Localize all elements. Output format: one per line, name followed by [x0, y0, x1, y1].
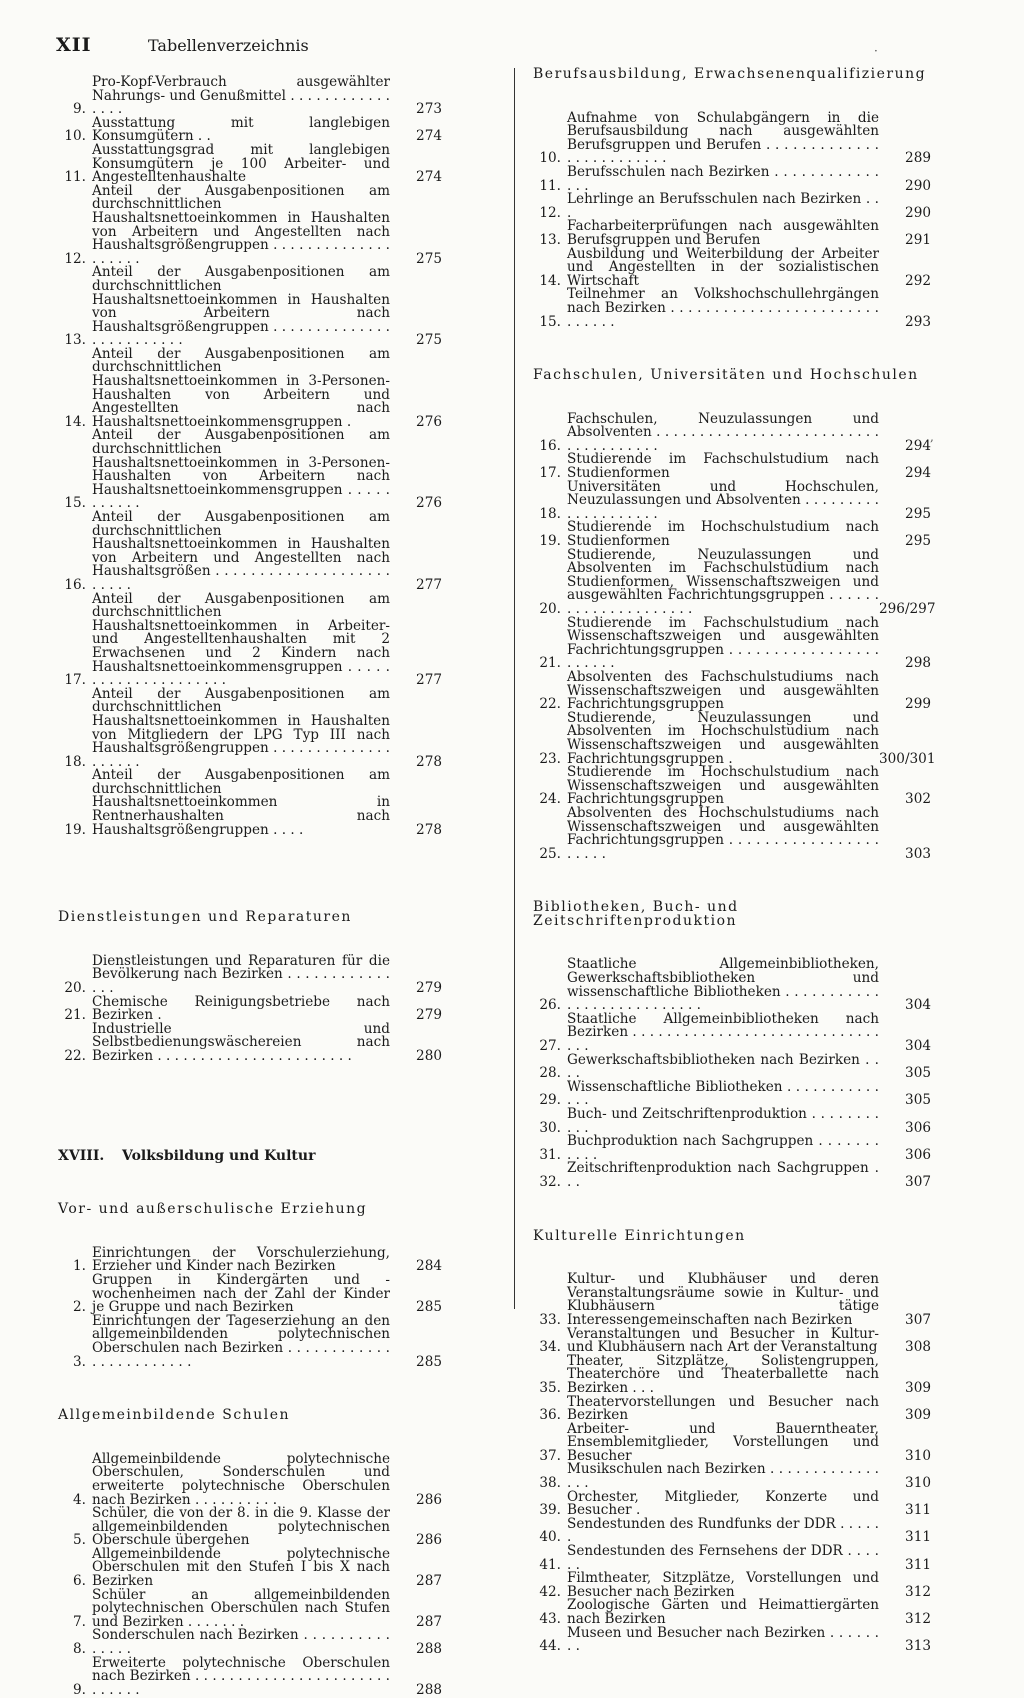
entry-page-number: 305 — [905, 1092, 931, 1109]
entry-number: 38. — [539, 1475, 561, 1492]
entry-page-number: 307 — [905, 1173, 931, 1190]
page-number-roman: XII — [56, 34, 92, 56]
entry-title: Chemische Reinigungsbetriebe nach Bezirken . — [92, 993, 390, 1024]
toc-entry — [533, 1135, 931, 1162]
entry-page-number: 285 — [416, 1353, 442, 1370]
entry-number: 40. — [539, 1529, 561, 1546]
entry-number: 23. — [539, 750, 561, 767]
toc-entry — [533, 1078, 931, 1109]
toc-entry — [533, 614, 931, 672]
entry-number: 9. — [73, 1681, 86, 1698]
entry-title: Allgemeinbildende polytechnische Oberschulen, Sonderschulen und erweiterte polytechnische Oberschulen nach Bezirken . . . . . . . . . . — [92, 1450, 390, 1508]
entry-number: 2. — [73, 1299, 86, 1316]
toc-entry — [533, 1572, 931, 1599]
toc-entry — [58, 1507, 442, 1548]
entry-title: Anteil der Ausgabenpositionen am durchschnittlichen Haushaltsnettoeinkommen in Haushalten von Arbeitern nach Haushaltsgrößengruppen . . . . . . . . . . . . . . . . . . . . . . . . . — [92, 264, 390, 349]
entry-number: 11. — [539, 177, 561, 194]
entry-page-number: 279 — [416, 1007, 442, 1024]
entry-page-number: 306 — [905, 1146, 931, 1163]
toc-entry — [58, 345, 442, 430]
entry-title: Staatliche Allgemeinbibliotheken, Gewerkschaftsbibliotheken und wissenschaftliche Bibliotheken . . . . . . . . . . . . . . . . . . . . . . . . . . . — [567, 956, 879, 1014]
toc-entry — [533, 1545, 931, 1572]
toc-entry — [533, 1393, 931, 1424]
entry-number: 13. — [64, 332, 86, 349]
right-column — [533, 66, 936, 1655]
toc-entry — [58, 952, 442, 997]
entry-page-number: 304 — [905, 1038, 931, 1055]
entry-number: 18. — [64, 753, 86, 770]
toc-entry — [58, 76, 442, 117]
entry-page-number: 288 — [416, 1681, 442, 1698]
entry-number: 28. — [539, 1065, 561, 1082]
toc-entry — [533, 521, 931, 548]
toc-entry — [533, 958, 931, 1012]
entry-title: Studierende im Hochschulstudium nach Studienformen — [567, 519, 879, 550]
entry-page-number: 285 — [416, 1299, 442, 1316]
toc-entry — [58, 769, 442, 837]
entry-page-number: 307 — [905, 1311, 931, 1328]
toc-entry — [58, 685, 442, 770]
entry-number: 41. — [539, 1556, 561, 1573]
toc-entry — [58, 182, 442, 267]
scan-speck: , — [930, 430, 934, 444]
entry-title: Anteil der Ausgabenpositionen am durchschnittlichen Haushaltsnettoeinkommen in 3-Personen-Haushalten von Arbeitern und Angestellten nach Haushaltsnettoeinkommensgruppen . — [92, 345, 390, 430]
entry-number: 29. — [539, 1092, 561, 1109]
culture-entries — [533, 1273, 931, 1654]
entry-page-number: 311 — [905, 1529, 931, 1546]
entry-number: 16. — [64, 576, 86, 593]
toc-entry — [58, 266, 442, 348]
toc-entry — [533, 1352, 931, 1396]
toc-entry — [533, 1463, 931, 1490]
running-title: Tabellenverzeichnis — [148, 36, 309, 55]
entry-title: Absolventen des Hochschulstudiums nach Wissenschaftszweigen und ausgewählten Fachrichtungsgruppen . . . . . . . . . . . . . . . . . . . . . . — [567, 804, 879, 862]
entry-page-number: 290 — [905, 177, 931, 194]
services-entries — [58, 952, 442, 1064]
entry-number: 16. — [539, 437, 561, 454]
toc-entry — [533, 453, 931, 480]
toc-entry — [533, 1010, 931, 1055]
entry-page-number: 276 — [416, 495, 442, 512]
toc-entry — [533, 1273, 931, 1327]
entry-page-number: 277 — [416, 672, 442, 689]
entry-page-number: 280 — [416, 1048, 442, 1064]
toc-entry — [533, 766, 931, 807]
entry-title: Sonderschulen nach Bezirken . . . . . . . . . . . . . . . — [92, 1627, 390, 1658]
entry-title: Studierende im Hochschulstudium nach Wissenschaftszweigen und ausgewählten Fachrichtungsgruppen — [567, 764, 879, 808]
entry-page-number: 309 — [905, 1379, 931, 1396]
entry-page-number: 296/297 — [879, 601, 936, 617]
section-heading-kulturelle-einrichtungen: Kulturelle Einrichtungen — [533, 1227, 746, 1244]
entry-number: 12. — [64, 250, 86, 267]
column-divider — [514, 68, 515, 1309]
entry-page-number: 308 — [905, 1339, 931, 1356]
entry-title: Zoologische Gärten und Heimattiergärten nach Bezirken — [567, 1597, 879, 1627]
entry-number: 5. — [73, 1532, 86, 1549]
consumption-entries — [58, 76, 442, 837]
entry-number: 12. — [539, 204, 561, 221]
entry-page-number: 299 — [905, 696, 931, 713]
entry-number: 13. — [539, 231, 561, 248]
entry-title: Anteil der Ausgabenpositionen am durchschnittlichen Haushaltsnettoeinkommen in Haushalten von Arbeitern und Angestellten nach Haushaltsgrößen . . . . . . . . . . . . . . . . . . . . . . . . . — [92, 509, 390, 593]
entry-number: 33. — [539, 1311, 561, 1328]
entry-page-number: 293 — [905, 313, 931, 330]
entry-number: 30. — [539, 1119, 561, 1136]
entry-number: 39. — [539, 1502, 561, 1519]
entry-title: Arbeiter- und Bauerntheater, Ensemblemitglieder, Vorstellungen und Besucher — [567, 1420, 879, 1464]
vocational-entries — [533, 109, 931, 330]
chapter-number: XVIII. — [58, 1147, 105, 1164]
entry-title: Staatliche Allgemeinbibliotheken nach Bezirken . . . . . . . . . . . . . . . . . . . . . . . . . . . . . . . . — [567, 1010, 879, 1055]
entry-number: 6. — [73, 1573, 86, 1590]
entry-number: 35. — [539, 1379, 561, 1396]
entry-title: Industrielle und Selbstbedienungswäschereien nach Bezirken . . . . . . . . . . . . . . . . . . . . . . . — [92, 1020, 390, 1064]
entry-number: 43. — [539, 1611, 561, 1627]
entry-number: 25. — [539, 845, 561, 862]
entry-page-number: 311 — [905, 1502, 931, 1519]
entry-title: Facharbeiterprüfungen nach ausgewählten Berufsgruppen und Berufen — [567, 218, 879, 248]
entry-page-number: 289 — [905, 150, 931, 167]
entry-number: 18. — [539, 505, 561, 522]
toc-entry — [58, 1450, 442, 1508]
entry-title: Anteil der Ausgabenpositionen am durchschnittlichen Haushaltsnettoeinkommen in Arbeiter- und Angestelltenhaushalten mit 2 Erwachsenen und 2 Kindern nach Haushaltsnettoeinkommensgruppen . . . . . . . . . . . . . . . . . . . . . — [92, 590, 390, 689]
entry-title: Orchester, Mitglieder, Konzerte und Besucher . — [567, 1488, 879, 1519]
entry-page-number: 275 — [416, 250, 442, 267]
entry-title: Universitäten und Hochschulen, Neuzulassungen und Absolventen . . . . . . . . . . . . . . . . . . . . — [567, 478, 879, 522]
entry-title: Studierende, Neuzulassungen und Absolventen im Hochschulstudium nach Wissenschaftszweigen und ausgewählten Fachrichtungsgruppen . — [567, 709, 879, 767]
entry-page-number: 295 — [905, 505, 931, 522]
section-heading-berufsausbildung: Berufsausbildung, Erwachsenenqualifizierung — [533, 66, 927, 82]
entry-number: 17. — [539, 465, 561, 482]
entry-title: Dienstleistungen und Reparaturen für die Bevölkerung nach Bezirken . . . . . . . . . . . . . . . — [92, 952, 390, 997]
entry-title: Gruppen in Kindergärten und -wochenheimen nach der Zahl der Kinder je Gruppe und nach Bezirken — [92, 1271, 390, 1316]
entry-title: Studierende im Fachschulstudium nach Wissenschaftszweigen und ausgewählten Fachrichtungsgruppen . . . . . . . . . . . . . . . . . . . . . . . — [567, 614, 879, 672]
entry-page-number: 284 — [416, 1258, 442, 1275]
entry-title: Studierende, Neuzulassungen und Absolventen im Fachschulstudium nach Studienformen, Wissenschaftszweigen und ausgewählten Fachrichtungsgruppen . . . . . . . . . . . . . . . . . . . . . — [567, 546, 879, 617]
toc-entry — [533, 546, 936, 617]
entry-page-number: 295 — [905, 533, 931, 550]
entry-page-number: 304 — [905, 997, 931, 1014]
entry-page-number: 313 — [905, 1638, 931, 1655]
toc-entry — [58, 114, 442, 145]
entry-number: 24. — [539, 791, 561, 808]
entry-page-number: 298 — [905, 655, 931, 672]
left-column — [58, 76, 442, 1697]
toc-entry — [533, 410, 931, 454]
entry-page-number: 276 — [416, 413, 442, 430]
entry-page-number: 294 — [905, 465, 931, 482]
entry-title: Pro-Kopf-Verbrauch ausgewählter Nahrungs- und Genußmittel . . . . . . . . . . . . . . . . — [92, 74, 390, 118]
entry-number: 3. — [73, 1353, 86, 1370]
entry-number: 34. — [539, 1339, 561, 1356]
entry-title: Kultur- und Klubhäuser und deren Veranstaltungsräume sowie in Kultur- und Klubhäusern tätige Interessengemeinschaften nach Bezirken — [567, 1271, 879, 1328]
entry-page-number: 305 — [905, 1065, 931, 1082]
entry-title: Ausstattungsgrad mit langlebigen Konsumgütern je 100 Arbeiter- und Angestelltenhaushalte — [92, 141, 390, 186]
toc-entry — [58, 1629, 442, 1656]
entry-page-number: 306 — [905, 1119, 931, 1136]
entry-title: Zeitschriftenproduktion nach Sachgruppen . . . — [567, 1160, 879, 1190]
toc-entry — [533, 193, 931, 220]
entry-number: 27. — [539, 1038, 561, 1055]
toc-entry — [533, 163, 931, 194]
entry-page-number: 300/301 — [879, 750, 936, 767]
toc-entry — [533, 245, 931, 289]
entry-number: 26. — [539, 997, 561, 1014]
entry-page-number: 273 — [416, 101, 442, 118]
entry-number: 10. — [64, 128, 86, 145]
toc-entry — [533, 1162, 931, 1189]
entry-title: Veranstaltungen und Besucher in Kultur- und Klubhäusern nach Art der Veranstaltung — [567, 1325, 879, 1356]
entry-number: 4. — [73, 1491, 86, 1508]
section-heading-bibliotheken: Bibliotheken, Buch- und Zeitschriftenproduktion — [533, 899, 739, 929]
toc-entry — [58, 993, 442, 1024]
entry-number: 32. — [539, 1173, 561, 1190]
entry-title: Allgemeinbildende polytechnische Oberschulen mit den Stufen I bis X nach Bezirken — [92, 1545, 390, 1590]
entry-title: Filmtheater, Sitzplätze, Vorstellungen und Besucher nach Bezirken — [567, 1570, 879, 1600]
toc-entry — [58, 1271, 442, 1316]
chapter-heading — [58, 1147, 442, 1164]
entry-title: Berufsschulen nach Bezirken . . . . . . . . . . . . . . . — [567, 163, 879, 194]
entry-number: 14. — [539, 272, 561, 289]
entry-page-number: 278 — [416, 821, 442, 838]
entry-page-number: 311 — [905, 1556, 931, 1573]
section-heading-vorschulerziehung: Vor- und außerschulische Erziehung — [58, 1201, 368, 1218]
entry-number: 44. — [539, 1638, 561, 1655]
toc-entry — [533, 1624, 931, 1655]
entry-page-number: 310 — [905, 1447, 931, 1464]
toc-entry — [533, 668, 931, 713]
entry-number: 22. — [64, 1048, 86, 1064]
entry-title: Ausstattung mit langlebigen Konsumgütern . . — [92, 114, 390, 145]
entry-page-number: 309 — [905, 1407, 931, 1424]
entry-title: Museen und Besucher nach Bezirken . . . . . . . . — [567, 1624, 879, 1655]
entry-number: 11. — [64, 169, 86, 186]
entry-number: 19. — [539, 533, 561, 550]
school-entries — [58, 1450, 442, 1698]
toc-entry — [58, 1586, 442, 1630]
entry-title: Sendestunden des Rundfunks der DDR . . . . . . — [567, 1515, 880, 1546]
toc-entry — [58, 1545, 442, 1590]
toc-entry — [533, 1325, 931, 1356]
toc-entry — [533, 1420, 931, 1464]
entry-title: Buch- und Zeitschriftenproduktion . . . . . . . . . . . — [567, 1106, 879, 1136]
toc-entry — [533, 1051, 931, 1082]
toc-entry — [533, 709, 936, 767]
entry-page-number: 292 — [905, 272, 931, 289]
entry-title: Buchproduktion nach Sachgruppen . . . . . . . . . . . — [567, 1133, 879, 1163]
entry-number: 36. — [539, 1407, 561, 1424]
entry-title: Aufnahme von Schulabgängern in die Berufsausbildung nach ausgewählten Berufsgruppen und Berufen . . . . . . . . . . . . . . . . . . . . . . . . . — [567, 109, 879, 167]
entry-title: Einrichtungen der Tageserziehung an den allgemeinbildenden polytechnischen Oberschulen nach Bezirken . . . . . . . . . . . . . . . . . . . . . . . . — [92, 1312, 390, 1370]
entry-number: 15. — [539, 313, 561, 330]
toc-entry — [58, 1244, 442, 1275]
entry-number: 31. — [539, 1146, 561, 1163]
entry-number: 10. — [539, 150, 561, 167]
entry-title: Anteil der Ausgabenpositionen am durchschnittlichen Haushaltsnettoeinkommen in Haushalten von Arbeitern und Angestellten nach Haushaltsgrößengruppen . . . . . . . . . . . . . . . . . . . . — [92, 182, 390, 267]
entry-page-number: 275 — [416, 332, 442, 349]
entry-number: 20. — [64, 980, 86, 997]
entry-page-number: 278 — [416, 753, 442, 770]
entry-title: Ausbildung und Weiterbildung der Arbeiter und Angestellten in der sozialistischen Wirtschaft — [567, 245, 879, 289]
toc-entry — [58, 141, 442, 186]
scan-speck: · — [874, 44, 878, 58]
entry-number: 1. — [73, 1258, 86, 1275]
higher-education-entries — [533, 410, 936, 862]
entry-title: Theatervorstellungen und Besucher nach Bezirken — [567, 1393, 879, 1424]
entry-title: Gewerkschaftsbibliotheken nach Bezirken . . . . — [567, 1051, 879, 1082]
entry-title: Anteil der Ausgabenpositionen am durchschnittlichen Haushaltsnettoeinkommen in Haushalten von Mitgliedern der LPG Typ III nach Haushaltsgrößengruppen . . . . . . . . . . . . . . . . . . . . — [92, 685, 390, 770]
toc-entry — [58, 1312, 442, 1370]
entry-title: Absolventen des Fachschulstudiums nach Wissenschaftszweigen und ausgewählten Fachrichtungsgruppen — [567, 668, 879, 713]
entry-title: Erweiterte polytechnische Oberschulen nach Bezirken . . . . . . . . . . . . . . . . . . . . . . . . . . . . . — [92, 1654, 390, 1698]
entry-title: Anteil der Ausgabenpositionen am durchschnittlichen Haushaltsnettoeinkommen in 3-Personen-Haushalten von Arbeitern nach Haushaltsnettoeinkommensgruppen . . . . . . . . . . . — [92, 427, 390, 512]
entry-number: 7. — [73, 1613, 86, 1630]
entry-title: Schüler an allgemeinbildenden polytechnischen Oberschulen nach Stufen und Bezirken . . . . . . . — [92, 1586, 390, 1630]
library-entries — [533, 958, 931, 1189]
entry-title: Studierende im Fachschulstudium nach Studienformen — [567, 451, 879, 482]
entry-title: Schüler, die von der 8. in die 9. Klasse der allgemeinbildenden polytechnischen Oberschule übergehen — [92, 1505, 390, 1549]
entry-title: Wissenschaftliche Bibliotheken . . . . . . . . . . . . . . — [567, 1078, 879, 1109]
entry-page-number: 302 — [905, 791, 931, 808]
entry-title: Sendestunden des Fernsehens der DDR . . . . . . — [567, 1543, 879, 1573]
entry-title: Musikschulen nach Bezirken . . . . . . . . . . . . . . . . — [567, 1461, 879, 1492]
entry-page-number: 312 — [905, 1583, 931, 1600]
section-heading-dienstleistungen: Dienstleistungen und Reparaturen — [58, 909, 352, 926]
entry-title: Einrichtungen der Vorschulerziehung, Erzieher und Kinder nach Bezirken — [92, 1244, 390, 1275]
entry-number: 22. — [539, 696, 561, 713]
page-header — [56, 34, 309, 56]
entry-title: Anteil der Ausgabenpositionen am durchschnittlichen Haushaltsnettoeinkommen in Rentnerhaushalten nach Haushaltsgrößengruppen . . . . — [92, 767, 390, 838]
toc-entry — [533, 220, 931, 247]
entry-number: 15. — [64, 495, 86, 512]
toc-entry — [533, 1599, 931, 1626]
toc-entry — [58, 590, 442, 689]
entry-number: 9. — [73, 101, 86, 118]
preschool-entries — [58, 1244, 442, 1370]
entry-page-number: 288 — [416, 1641, 442, 1658]
entry-page-number: 287 — [416, 1573, 442, 1590]
entry-number: 8. — [73, 1641, 86, 1658]
entry-page-number: 290 — [905, 204, 931, 221]
entry-number: 21. — [539, 655, 561, 672]
entry-page-number: 279 — [416, 980, 442, 997]
toc-entry — [533, 288, 931, 329]
toc-entry — [533, 109, 931, 167]
section-heading-allgemeinbildende-schulen: Allgemeinbildende Schulen — [58, 1407, 290, 1424]
entry-title: Lehrlinge an Berufsschulen nach Bezirken . . . — [567, 191, 879, 221]
section-heading-fachschulen: Fachschulen, Universitäten und Hochschulen — [533, 367, 919, 384]
toc-entry — [533, 478, 931, 522]
toc-entry — [533, 1515, 931, 1546]
entry-number: 14. — [64, 413, 86, 430]
toc-entry — [533, 804, 931, 862]
toc-entry — [58, 1654, 442, 1698]
chapter-title: Volksbildung und Kultur — [122, 1147, 316, 1164]
entry-page-number: 277 — [416, 576, 442, 593]
entry-title: Fachschulen, Neuzulassungen und Absolventen . . . . . . . . . . . . . . . . . . . . . . . . . . . . . . . . . . . . . — [567, 410, 879, 454]
entry-number: 20. — [539, 601, 561, 617]
toc-entry — [58, 1020, 442, 1064]
entry-number: 21. — [64, 1007, 86, 1024]
entry-number: 42. — [539, 1583, 561, 1600]
entry-page-number: 303 — [905, 845, 931, 862]
entry-page-number: 286 — [416, 1532, 442, 1549]
entry-page-number: 312 — [905, 1611, 931, 1627]
toc-entry — [533, 1488, 931, 1519]
entry-page-number: 294 — [905, 437, 931, 454]
entry-page-number: 287 — [416, 1613, 442, 1630]
entry-page-number: 310 — [905, 1475, 931, 1492]
toc-entry — [58, 511, 442, 593]
entry-page-number: 286 — [416, 1491, 442, 1508]
entry-page-number: 274 — [416, 169, 442, 186]
entry-title: Theater, Sitzplätze, Solistengruppen, Theaterchöre und Theaterballette nach Bezirken . . . — [567, 1352, 879, 1396]
entry-number: 37. — [539, 1447, 561, 1464]
entry-number: 19. — [64, 821, 86, 838]
entry-page-number: 274 — [416, 128, 442, 145]
entry-page-number: 291 — [905, 231, 931, 248]
entry-title: Teilnehmer an Volkshochschullehrgängen nach Bezirken . . . . . . . . . . . . . . . . . . . . . . . . . . . . . . — [567, 286, 879, 330]
entry-number: 17. — [64, 672, 86, 689]
toc-entry — [533, 1108, 931, 1135]
toc-entry — [58, 429, 442, 511]
